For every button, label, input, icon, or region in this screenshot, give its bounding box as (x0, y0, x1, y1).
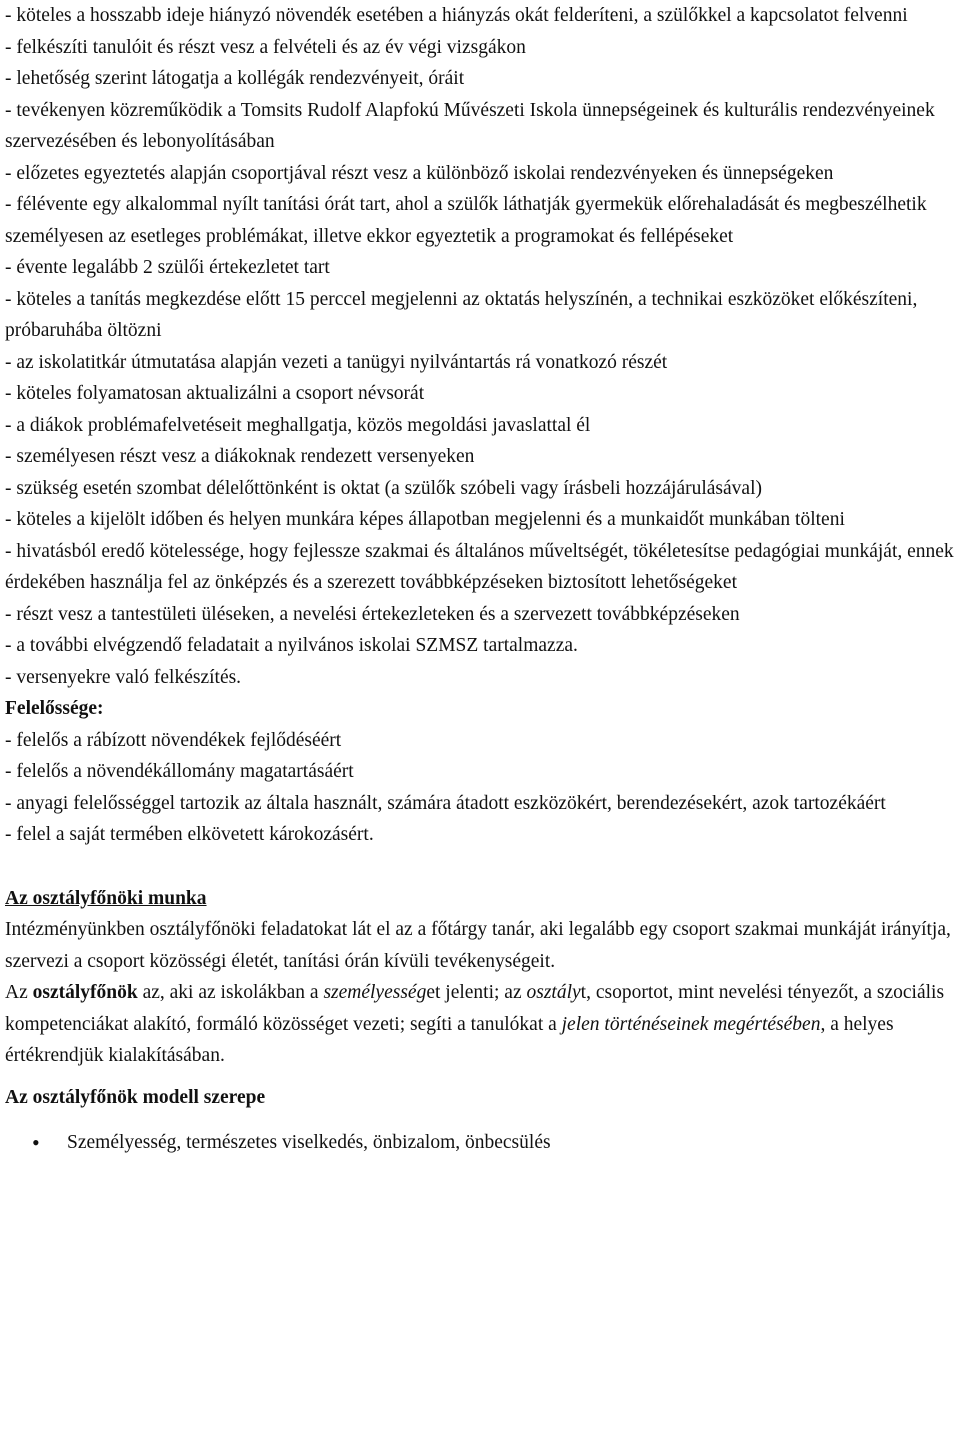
paragraph-text: , a helyes értékrendjük kialakításában. (5, 1013, 894, 1066)
duty-item: - köteles a hosszabb ideje hiányzó növendék esetében a hiányzás okát felderíteni, a szülőkkel a kapcsolatot felvenni (5, 5, 908, 26)
paragraph-italic-term: személyesség (323, 982, 427, 1003)
duty-item: - lehetőség szerint látogatja a kollégák rendezvényeit, óráit (5, 68, 465, 89)
duty-item: - az iskolatitkár útmutatása alapján vezeti a tanügyi nyilvántartás rá vonatkozó részét (5, 351, 668, 373)
duty-item: - személyesen részt vesz a diákoknak rendezett versenyeken (5, 446, 475, 467)
responsibility-heading: Felelőssége: (5, 698, 104, 719)
model-role-heading: Az osztályfőnök modell szerepe (5, 1086, 266, 1108)
paragraph-text: t, csoportot, mint nevelési tényezőt, a szociális kompetenciákat alakító, formáló közösséget vezeti; segíti a tanulókat a (5, 982, 945, 1035)
responsibility-item: - felel a saját termében elkövetett károkozásért. (5, 824, 374, 845)
document-page (5, 0, 960, 1159)
paragraph-italic-term: osztály (526, 982, 581, 1003)
responsibility-section (5, 693, 960, 851)
duty-item: - szükség esetén szombat délelőttönként is oktat (a szülők szóbeli vagy írásbeli hozzájárulásával) (5, 477, 762, 499)
duty-item: - köteles a tanítás megkezdése előtt 15 perccel megjelenni az oktatás helyszínén, a technikai eszközöket előkészíteni, próbaruhába öltözni (5, 288, 918, 341)
responsibility-item: - felelős a rábízott növendékek fejlődéséért (5, 729, 342, 751)
duty-item: - köteles a kijelölt időben és helyen munkára képes állapotban megjelenni és a munkaidőt munkában tölteni (5, 509, 845, 530)
model-role-list (5, 1127, 960, 1159)
duty-item: - hivatásból eredő kötelessége, hogy fejlessze szakmai és általános műveltségét, tökéletesítse pedagógiai munkáját, ennek érdekében használja fel az önképzés és a szerezett továbbképzéseken biztosított lehetőségeket (5, 540, 954, 593)
paragraph-italic-term: jelen történéseinek megértésében (561, 1013, 821, 1035)
duty-item: - köteles folyamatosan aktualizálni a csoport névsorát (5, 383, 425, 404)
class-teacher-paragraph-1: Intézményünkben osztályfőnöki feladatokat lát el az a főtárgy tanár, aki legalább egy csoport szakmai munkáját irányítja, szervezi a csoport közösségi életét, tanítási órán kívüli tevékenységeit. (5, 919, 951, 972)
list-item (5, 1127, 960, 1159)
duty-item: - félévente egy alkalommal nyílt tanítási órát tart, ahol a szülők láthatják gyermekük előrehaladását és megbeszélhetik személyesen az esetleges problémákat, illetve ekkor egyeztetik a programokat és fellépéseket (5, 194, 927, 247)
list-item-text: Személyesség, természetes viselkedés, önbizalom, önbecsülés (67, 1132, 551, 1153)
bullet-icon: • (32, 1130, 40, 1155)
class-teacher-heading: Az osztályfőnöki munka (5, 887, 207, 909)
responsibility-item: - anyagi felelősséggel tartozik az általa használt, számára átadott eszközökért, berendezésekért, azok tartozékáért (5, 792, 886, 814)
paragraph-bold-term: osztályfőnök (32, 982, 138, 1003)
duty-item: - a diákok problémafelvetéseit meghallgatja, közös megoldási javaslattal él (5, 414, 591, 436)
class-teacher-section (5, 883, 960, 1159)
duties-list (5, 0, 960, 693)
duty-item: - versenyekre való felkészítés. (5, 666, 242, 688)
paragraph-text: et jelenti; az (426, 982, 527, 1003)
paragraph-text: az, aki az iskolákban a (137, 982, 324, 1003)
duty-item: - évente legalább 2 szülői értekezletet tart (5, 257, 330, 278)
duty-item: - tevékenyen közreműködik a Tomsits Rudolf Alapfokú Művészeti Iskola ünnepségeinek és kulturális rendezvényeinek szervezésében és lebonyolításában (5, 99, 935, 152)
paragraph-text: Az (5, 982, 33, 1003)
responsibility-item: - felelős a növendékállomány magatartásáért (5, 761, 354, 782)
duty-item: - előzetes egyeztetés alapján csoportjával részt vesz a különböző iskolai rendezvényeken és ünnepségeken (5, 162, 834, 184)
class-teacher-paragraph-2 (5, 977, 960, 1072)
duty-item: - a további elvégzendő feladatait a nyilvános iskolai SZMSZ tartalmazza. (5, 635, 578, 656)
duty-item: - részt vesz a tantestületi üléseken, a nevelési értekezleteken és a szervezett továbbképzéseken (5, 603, 740, 625)
duty-item: - felkészíti tanulóit és részt vesz a felvételi és az év végi vizsgákon (5, 36, 526, 58)
